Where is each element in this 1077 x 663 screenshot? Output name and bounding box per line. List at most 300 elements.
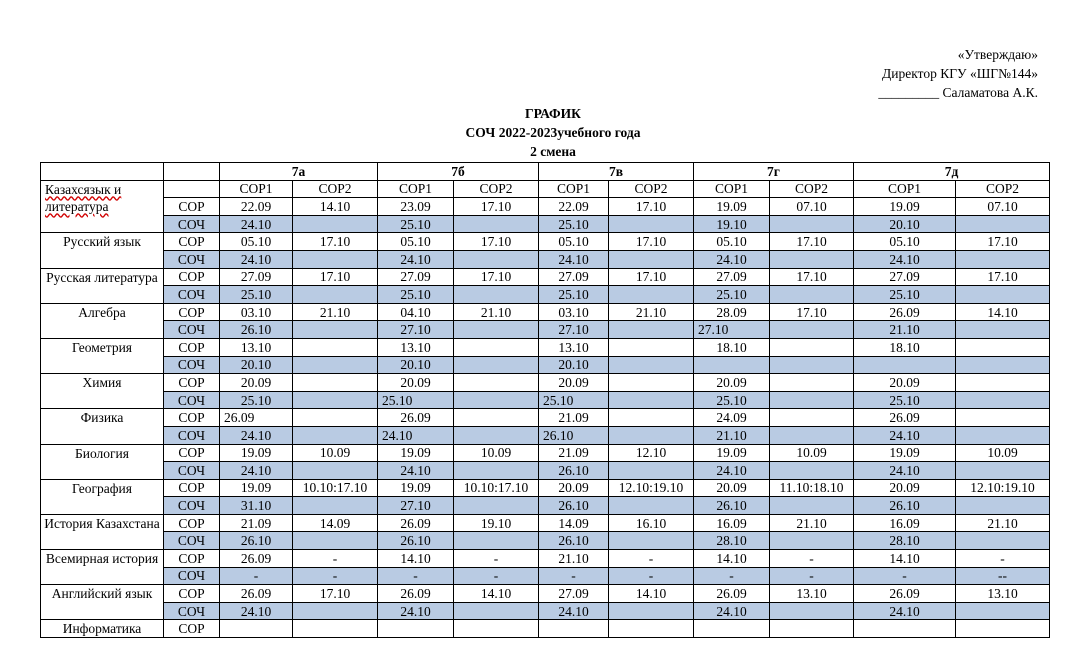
schedule-cell: 27.09 xyxy=(220,268,293,286)
schedule-cell xyxy=(770,497,854,515)
schedule-cell xyxy=(956,356,1050,374)
type-header-empty xyxy=(164,180,220,198)
assessment-type: СОЧ xyxy=(164,286,220,304)
schedule-cell: 25.10 xyxy=(539,215,609,233)
schedule-cell: 21.10 xyxy=(539,550,609,568)
schedule-cell xyxy=(956,374,1050,392)
table-row xyxy=(41,250,1050,268)
schedule-cell: 26.10 xyxy=(694,497,770,515)
schedule-cell xyxy=(609,532,694,550)
schedule-cell xyxy=(770,391,854,409)
subject-name: Всемирная история xyxy=(41,550,164,585)
schedule-cell: 24.10 xyxy=(694,602,770,620)
corner-cell xyxy=(41,163,164,181)
schedule-cell xyxy=(454,620,539,638)
table-row xyxy=(41,620,1050,638)
class-header: 7г xyxy=(694,163,854,181)
schedule-cell: - xyxy=(293,567,378,585)
schedule-cell: 27.10 xyxy=(539,321,609,339)
schedule-cell: 21.10 xyxy=(956,514,1050,532)
schedule-cell: - xyxy=(454,550,539,568)
subject-name: История Казахстана xyxy=(41,514,164,549)
schedule-cell: 10.09 xyxy=(454,444,539,462)
table-row xyxy=(41,409,1050,427)
schedule-cell: 26.09 xyxy=(378,585,454,603)
table-row xyxy=(41,567,1050,585)
schedule-cell: 13.10 xyxy=(770,585,854,603)
schedule-cell xyxy=(694,356,770,374)
schedule-cell: 10.09 xyxy=(293,444,378,462)
assessment-type: СОЧ xyxy=(164,602,220,620)
schedule-cell: 17.10 xyxy=(293,268,378,286)
schedule-cell: 16.09 xyxy=(854,514,956,532)
schedule-cell: 25.10 xyxy=(539,286,609,304)
schedule-cell xyxy=(854,620,956,638)
schedule-cell xyxy=(609,356,694,374)
schedule-cell: 14.10 xyxy=(694,550,770,568)
schedule-cell xyxy=(454,356,539,374)
schedule-cell xyxy=(454,321,539,339)
document-title xyxy=(0,104,1077,161)
assessment-type: СОР xyxy=(164,479,220,497)
schedule-cell: 27.10 xyxy=(694,321,770,339)
schedule-cell: 19.09 xyxy=(694,198,770,216)
schedule-cell xyxy=(609,215,694,233)
schedule-cell: 05.10 xyxy=(539,233,609,251)
schedule-cell: 24.10 xyxy=(539,602,609,620)
schedule-cell: 14.10 xyxy=(378,550,454,568)
schedule-cell: 14.09 xyxy=(539,514,609,532)
subject-name: Русская литература xyxy=(41,268,164,303)
schedule-cell xyxy=(609,602,694,620)
schedule-cell: 23.09 xyxy=(378,198,454,216)
subject-name: Русский язык xyxy=(41,233,164,268)
schedule-cell: 20.09 xyxy=(694,374,770,392)
table-row xyxy=(41,338,1050,356)
schedule-cell xyxy=(293,321,378,339)
schedule-cell xyxy=(956,409,1050,427)
schedule-cell: 24.10 xyxy=(220,602,293,620)
schedule-cell: 24.10 xyxy=(378,250,454,268)
schedule-cell xyxy=(220,620,293,638)
schedule-cell xyxy=(609,426,694,444)
subject-name: География xyxy=(41,479,164,514)
schedule-cell: 27.10 xyxy=(378,321,454,339)
schedule-cell: 24.09 xyxy=(694,409,770,427)
assessment-type: СОЧ xyxy=(164,462,220,480)
schedule-cell xyxy=(454,391,539,409)
table-row xyxy=(41,497,1050,515)
schedule-cell: 20.10 xyxy=(539,356,609,374)
schedule-cell: 21.10 xyxy=(609,303,694,321)
assessment-type: СОЧ xyxy=(164,250,220,268)
schedule-cell: 19.09 xyxy=(378,479,454,497)
schedule-cell xyxy=(609,620,694,638)
schedule-cell xyxy=(956,321,1050,339)
schedule-cell: 24.10 xyxy=(694,250,770,268)
schedule-cell: 25.10 xyxy=(854,391,956,409)
schedule-cell: 12.10:19.10 xyxy=(609,479,694,497)
schedule-cell xyxy=(956,497,1050,515)
schedule-cell: - xyxy=(854,567,956,585)
schedule-cell xyxy=(770,462,854,480)
schedule-cell xyxy=(293,286,378,304)
schedule-cell xyxy=(293,391,378,409)
table-row xyxy=(41,268,1050,286)
schedule-cell: 10.09 xyxy=(770,444,854,462)
schedule-cell: 24.10 xyxy=(854,602,956,620)
table-row xyxy=(41,391,1050,409)
schedule-cell: 19.09 xyxy=(854,444,956,462)
schedule-cell: 26.09 xyxy=(694,585,770,603)
table-row xyxy=(41,426,1050,444)
schedule-cell: - xyxy=(694,567,770,585)
assessment-type: СОР xyxy=(164,268,220,286)
schedule-cell: 27.09 xyxy=(378,268,454,286)
schedule-cell xyxy=(454,409,539,427)
assessment-type: СОР xyxy=(164,620,220,638)
schedule-cell: -- xyxy=(956,567,1050,585)
schedule-cell: 25.10 xyxy=(378,391,454,409)
subject-name: Информатика xyxy=(41,620,164,638)
schedule-cell xyxy=(539,620,609,638)
class-header: 7б xyxy=(378,163,539,181)
schedule-cell xyxy=(609,391,694,409)
schedule-cell: 17.10 xyxy=(770,268,854,286)
corner-cell xyxy=(164,163,220,181)
schedule-cell: 26.10 xyxy=(378,532,454,550)
schedule-cell: 16.10 xyxy=(609,514,694,532)
schedule-cell: 25.10 xyxy=(378,215,454,233)
schedule-cell xyxy=(770,426,854,444)
schedule-cell xyxy=(454,497,539,515)
schedule-cell xyxy=(293,620,378,638)
schedule-cell: 17.10 xyxy=(454,233,539,251)
schedule-cell xyxy=(609,338,694,356)
schedule-cell: - xyxy=(609,567,694,585)
schedule-cell xyxy=(454,374,539,392)
assessment-type: СОР xyxy=(164,198,220,216)
schedule-cell: 26.10 xyxy=(539,497,609,515)
schedule-cell: 17.10 xyxy=(956,268,1050,286)
schedule-cell: 24.10 xyxy=(694,462,770,480)
schedule-cell: 26.09 xyxy=(854,585,956,603)
schedule-cell: 13.10 xyxy=(220,338,293,356)
schedule-cell: 26.09 xyxy=(854,409,956,427)
schedule-cell xyxy=(609,250,694,268)
schedule-cell: 24.10 xyxy=(854,462,956,480)
schedule-cell: 20.09 xyxy=(854,479,956,497)
schedule-cell: 27.09 xyxy=(539,585,609,603)
schedule-cell xyxy=(454,532,539,550)
schedule-cell: 17.10 xyxy=(293,233,378,251)
schedule-cell: 26.09 xyxy=(378,409,454,427)
table-row xyxy=(41,550,1050,568)
sor-header-row xyxy=(41,180,1050,198)
schedule-cell xyxy=(293,250,378,268)
schedule-cell: 03.10 xyxy=(220,303,293,321)
schedule-cell: 20.09 xyxy=(220,374,293,392)
schedule-cell: 21.10 xyxy=(854,321,956,339)
sor1-header: СОР1 xyxy=(539,180,609,198)
schedule-cell xyxy=(956,620,1050,638)
schedule-cell xyxy=(293,497,378,515)
schedule-cell: 25.10 xyxy=(220,391,293,409)
schedule-cell: 25.10 xyxy=(220,286,293,304)
assessment-type: СОЧ xyxy=(164,391,220,409)
approval-line-1: «Утверждаю» xyxy=(957,47,1038,62)
schedule-cell: 25.10 xyxy=(694,391,770,409)
schedule-cell xyxy=(609,286,694,304)
schedule-cell: 21.10 xyxy=(293,303,378,321)
schedule-cell: 26.10 xyxy=(220,321,293,339)
table-row xyxy=(41,356,1050,374)
schedule-cell: 19.10 xyxy=(694,215,770,233)
schedule-cell: 21.09 xyxy=(220,514,293,532)
sor2-header: СОР2 xyxy=(956,180,1050,198)
class-header: 7а xyxy=(220,163,378,181)
table-row xyxy=(41,303,1050,321)
schedule-cell: 27.09 xyxy=(539,268,609,286)
schedule-cell xyxy=(770,356,854,374)
schedule-cell: 24.10 xyxy=(854,426,956,444)
assessment-type: СОР xyxy=(164,585,220,603)
schedule-cell: 13.10 xyxy=(956,585,1050,603)
schedule-cell: 19.09 xyxy=(220,479,293,497)
schedule-cell xyxy=(770,532,854,550)
schedule-cell xyxy=(293,409,378,427)
schedule-cell xyxy=(454,286,539,304)
sor2-header: СОР2 xyxy=(770,180,854,198)
schedule-cell: 27.10 xyxy=(378,497,454,515)
subject-name-text: Казахсязык и литература xyxy=(45,181,122,214)
table-row xyxy=(41,479,1050,497)
schedule-cell: 24.10 xyxy=(220,215,293,233)
schedule-cell: 28.09 xyxy=(694,303,770,321)
assessment-type: СОЧ xyxy=(164,567,220,585)
schedule-cell xyxy=(770,338,854,356)
schedule-cell xyxy=(454,338,539,356)
schedule-cell: 14.09 xyxy=(293,514,378,532)
schedule-cell: 19.09 xyxy=(694,444,770,462)
schedule-cell xyxy=(609,497,694,515)
schedule-cell: 26.09 xyxy=(378,514,454,532)
schedule-cell: 20.09 xyxy=(539,374,609,392)
schedule-cell: 16.09 xyxy=(694,514,770,532)
sor2-header: СОР2 xyxy=(609,180,694,198)
approval-line-3: _________ Саламатова А.К. xyxy=(878,85,1038,100)
schedule-cell: 19.09 xyxy=(854,198,956,216)
assessment-type: СОЧ xyxy=(164,356,220,374)
schedule-cell xyxy=(293,374,378,392)
assessment-type: СОР xyxy=(164,514,220,532)
schedule-cell: 14.10 xyxy=(454,585,539,603)
schedule-table xyxy=(40,162,1050,638)
table-row xyxy=(41,532,1050,550)
schedule-cell: 24.10 xyxy=(378,602,454,620)
assessment-type: СОР xyxy=(164,409,220,427)
assessment-type: СОР xyxy=(164,303,220,321)
schedule-cell xyxy=(956,338,1050,356)
schedule-cell xyxy=(770,620,854,638)
schedule-cell: 20.09 xyxy=(378,374,454,392)
schedule-cell: 24.10 xyxy=(378,426,454,444)
schedule-cell xyxy=(293,356,378,374)
schedule-cell: 18.10 xyxy=(694,338,770,356)
schedule-cell: - xyxy=(770,550,854,568)
schedule-cell xyxy=(956,286,1050,304)
schedule-cell xyxy=(293,602,378,620)
schedule-cell: 07.10 xyxy=(770,198,854,216)
schedule-cell xyxy=(378,620,454,638)
table-row xyxy=(41,602,1050,620)
schedule-cell: 24.10 xyxy=(220,462,293,480)
schedule-cell: - xyxy=(454,567,539,585)
schedule-cell: 25.10 xyxy=(378,286,454,304)
sor1-header: СОР1 xyxy=(854,180,956,198)
schedule-cell: 19.10 xyxy=(454,514,539,532)
schedule-cell: 26.09 xyxy=(854,303,956,321)
title-line-1: ГРАФИК xyxy=(525,106,581,121)
schedule-cell: 22.09 xyxy=(220,198,293,216)
schedule-cell xyxy=(454,462,539,480)
schedule-cell: 05.10 xyxy=(378,233,454,251)
schedule-cell xyxy=(956,215,1050,233)
schedule-cell: 20.10 xyxy=(378,356,454,374)
schedule-cell: 26.10 xyxy=(539,426,609,444)
table-row xyxy=(41,444,1050,462)
schedule-cell: 04.10 xyxy=(378,303,454,321)
subject-name xyxy=(41,180,164,233)
schedule-cell: 17.10 xyxy=(454,198,539,216)
schedule-cell: 12.10 xyxy=(609,444,694,462)
approval-block xyxy=(878,45,1038,102)
subject-name: Геометрия xyxy=(41,338,164,373)
schedule-cell: 24.10 xyxy=(220,250,293,268)
table-row xyxy=(41,233,1050,251)
schedule-cell: 24.10 xyxy=(220,426,293,444)
schedule-cell xyxy=(770,250,854,268)
subject-name: Физика xyxy=(41,409,164,444)
schedule-cell: 25.10 xyxy=(854,286,956,304)
sor2-header: СОР2 xyxy=(293,180,378,198)
schedule-cell: 05.10 xyxy=(220,233,293,251)
schedule-cell xyxy=(956,462,1050,480)
schedule-cell: 24.10 xyxy=(539,250,609,268)
schedule-cell: 17.10 xyxy=(293,585,378,603)
table-row xyxy=(41,514,1050,532)
schedule-cell xyxy=(854,356,956,374)
table-row xyxy=(41,462,1050,480)
schedule-cell: 28.10 xyxy=(854,532,956,550)
table-row xyxy=(41,215,1050,233)
schedule-cell: 17.10 xyxy=(956,233,1050,251)
schedule-cell: 05.10 xyxy=(694,233,770,251)
sor1-header: СОР1 xyxy=(694,180,770,198)
assessment-type: СОЧ xyxy=(164,426,220,444)
schedule-cell: - xyxy=(293,550,378,568)
schedule-cell xyxy=(956,426,1050,444)
schedule-cell: 17.10 xyxy=(454,268,539,286)
schedule-cell: 24.10 xyxy=(378,462,454,480)
schedule-cell: - xyxy=(220,567,293,585)
schedule-cell: 28.10 xyxy=(694,532,770,550)
schedule-cell: 20.10 xyxy=(220,356,293,374)
schedule-cell: 13.10 xyxy=(378,338,454,356)
schedule-cell: 26.10 xyxy=(539,532,609,550)
schedule-cell: 17.10 xyxy=(770,233,854,251)
approval-line-2: Директор КГУ «ШГ№144» xyxy=(882,66,1038,81)
schedule-cell: 21.09 xyxy=(539,409,609,427)
schedule-cell: 21.10 xyxy=(770,514,854,532)
sor2-header: СОР2 xyxy=(454,180,539,198)
schedule-cell: 25.10 xyxy=(539,391,609,409)
schedule-cell xyxy=(454,250,539,268)
schedule-cell: 14.10 xyxy=(609,585,694,603)
subject-name: Английский язык xyxy=(41,585,164,620)
schedule-cell xyxy=(609,409,694,427)
schedule-cell xyxy=(770,602,854,620)
schedule-cell: 26.09 xyxy=(220,550,293,568)
schedule-cell xyxy=(293,462,378,480)
schedule-cell xyxy=(454,215,539,233)
assessment-type: СОР xyxy=(164,233,220,251)
schedule-cell: 13.10 xyxy=(539,338,609,356)
schedule-cell: 03.10 xyxy=(539,303,609,321)
schedule-cell: 07.10 xyxy=(956,198,1050,216)
schedule-cell xyxy=(770,286,854,304)
assessment-type: СОЧ xyxy=(164,215,220,233)
schedule-cell: 18.10 xyxy=(854,338,956,356)
subject-name: Биология xyxy=(41,444,164,479)
schedule-cell: 14.10 xyxy=(854,550,956,568)
schedule-cell: 11.10:18.10 xyxy=(770,479,854,497)
schedule-cell: - xyxy=(770,567,854,585)
schedule-cell: - xyxy=(956,550,1050,568)
schedule-cell xyxy=(609,374,694,392)
schedule-cell: 17.10 xyxy=(609,233,694,251)
schedule-cell xyxy=(956,602,1050,620)
schedule-cell: 20.09 xyxy=(694,479,770,497)
schedule-cell: 21.09 xyxy=(539,444,609,462)
schedule-cell: 14.10 xyxy=(956,303,1050,321)
schedule-cell xyxy=(293,338,378,356)
table-row xyxy=(41,374,1050,392)
schedule-cell: 24.10 xyxy=(854,250,956,268)
table-row xyxy=(41,286,1050,304)
schedule-cell: - xyxy=(609,550,694,568)
assessment-type: СОЧ xyxy=(164,532,220,550)
title-line-2: СОЧ 2022-2023учебного года xyxy=(465,125,641,140)
class-header: 7д xyxy=(854,163,1050,181)
schedule-cell: - xyxy=(378,567,454,585)
sor1-header: СОР1 xyxy=(220,180,293,198)
schedule-cell: 14.10 xyxy=(293,198,378,216)
table-row xyxy=(41,198,1050,216)
schedule-cell: 19.09 xyxy=(378,444,454,462)
sor1-header: СОР1 xyxy=(378,180,454,198)
schedule-cell xyxy=(770,215,854,233)
class-header-row xyxy=(41,163,1050,181)
schedule-cell: 05.10 xyxy=(854,233,956,251)
class-header: 7в xyxy=(539,163,694,181)
schedule-cell: 20.10 xyxy=(854,215,956,233)
schedule-cell xyxy=(956,391,1050,409)
schedule-cell xyxy=(293,215,378,233)
schedule-cell: 20.09 xyxy=(539,479,609,497)
schedule-cell: 10.09 xyxy=(956,444,1050,462)
schedule-cell: 25.10 xyxy=(694,286,770,304)
